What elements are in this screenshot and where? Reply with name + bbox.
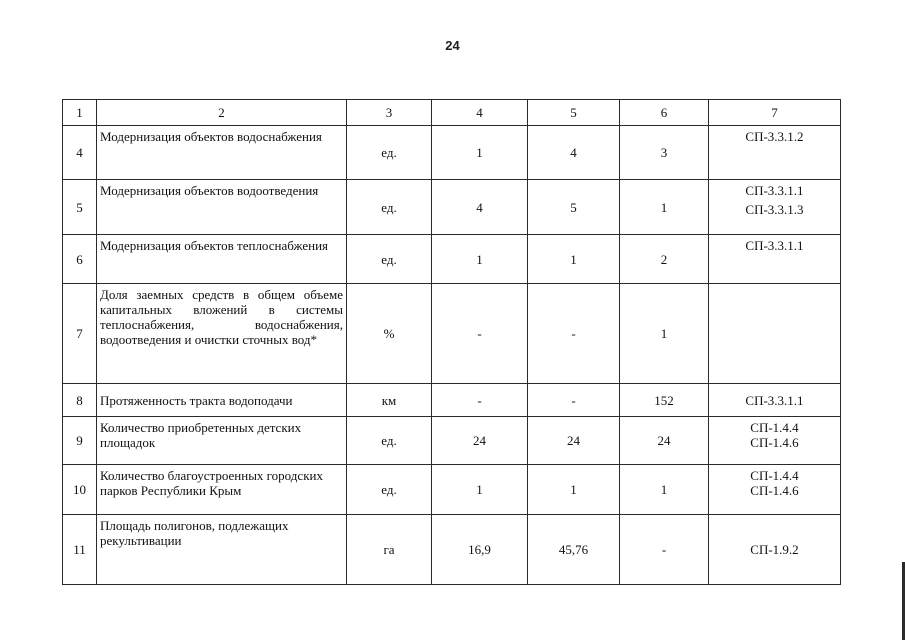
unit-cell: км	[347, 384, 432, 417]
unit-cell: ед.	[347, 465, 432, 515]
table-row	[63, 180, 841, 235]
value-cell: 1	[432, 235, 528, 284]
table-row	[63, 515, 841, 585]
value-cell: 24	[528, 417, 620, 465]
value-cell: 1	[432, 126, 528, 180]
code-label: СП-3.3.1.3	[745, 202, 804, 217]
value-cell: 16,9	[432, 515, 528, 585]
table-header-row	[63, 100, 841, 126]
code-cell	[709, 384, 841, 417]
indicator-name: Модернизация объектов теплоснабжения	[97, 235, 347, 284]
code-label: СП-3.3.1.1	[745, 183, 804, 198]
header-cell: 5	[528, 100, 620, 126]
code-cell	[709, 180, 841, 235]
value-cell: 1	[528, 465, 620, 515]
table-row	[63, 384, 841, 417]
header-cell: 2	[97, 100, 347, 126]
code-cell	[709, 515, 841, 585]
unit-cell: га	[347, 515, 432, 585]
value-cell: 3	[620, 126, 709, 180]
table-row	[63, 465, 841, 515]
code-cell	[709, 465, 841, 515]
unit-cell: ед.	[347, 417, 432, 465]
code-cell	[709, 235, 841, 284]
indicator-name: Доля заемных средств в общем объеме капитальных вложений в системы теплоснабжения, водоснабжения, водоотведения и очистки сточных вод*	[100, 287, 343, 347]
code-label: СП-1.9.2	[750, 542, 799, 557]
indicator-name: Количество благоустроенных городских парков Республики Крым	[97, 465, 347, 515]
value-cell: 4	[528, 126, 620, 180]
row-number: 11	[63, 515, 97, 585]
indicator-name: Модернизация объектов водоотведения	[97, 180, 347, 235]
code-label: СП-3.3.1.1	[745, 238, 804, 253]
table-row	[63, 126, 841, 180]
header-cell: 3	[347, 100, 432, 126]
header-cell: 1	[63, 100, 97, 126]
indicator-name: Модернизация объектов водоснабжения	[97, 126, 347, 180]
indicator-name: Протяженность тракта водоподачи	[97, 384, 347, 417]
value-cell: 1	[620, 284, 709, 384]
code-label: СП-1.4.4	[750, 468, 799, 483]
value-cell: 4	[432, 180, 528, 235]
header-cell: 6	[620, 100, 709, 126]
code-label: СП-1.4.6	[750, 483, 799, 498]
code-cell	[709, 126, 841, 180]
indicator-name: Площадь полигонов, подлежащих рекультивации	[97, 515, 347, 585]
table-row	[63, 235, 841, 284]
unit-cell: ед.	[347, 180, 432, 235]
row-number: 10	[63, 465, 97, 515]
value-cell: 1	[528, 235, 620, 284]
code-label: СП-1.4.6	[750, 435, 799, 450]
row-number: 7	[63, 284, 97, 384]
code-label: СП-3.3.1.1	[745, 392, 804, 408]
page-number: 24	[445, 38, 460, 53]
row-number: 9	[63, 417, 97, 465]
value-cell: 1	[432, 465, 528, 515]
value-cell: 1	[620, 180, 709, 235]
code-cell	[709, 284, 841, 384]
header-cell: 4	[432, 100, 528, 126]
table-row	[63, 284, 841, 384]
indicators-table	[62, 99, 841, 585]
value-cell: 24	[432, 417, 528, 465]
value-cell: -	[620, 515, 709, 585]
indicator-name-cell	[97, 284, 347, 384]
row-number: 5	[63, 180, 97, 235]
code-cell	[709, 417, 841, 465]
unit-cell: ед.	[347, 235, 432, 284]
value-cell: -	[528, 384, 620, 417]
code-label: СП-1.4.4	[750, 420, 799, 435]
row-number: 8	[63, 384, 97, 417]
value-cell: -	[432, 384, 528, 417]
indicator-name: Количество приобретенных детских площадок	[97, 417, 347, 465]
header-cell: 7	[709, 100, 841, 126]
value-cell: 2	[620, 235, 709, 284]
value-cell: 24	[620, 417, 709, 465]
row-number: 6	[63, 235, 97, 284]
code-label: СП-3.3.1.2	[745, 129, 804, 144]
value-cell: 1	[620, 465, 709, 515]
table-row	[63, 417, 841, 465]
value-cell: 152	[620, 384, 709, 417]
unit-cell: %	[347, 284, 432, 384]
value-cell: -	[528, 284, 620, 384]
row-number: 4	[63, 126, 97, 180]
value-cell: 45,76	[528, 515, 620, 585]
unit-cell: ед.	[347, 126, 432, 180]
value-cell: 5	[528, 180, 620, 235]
value-cell: -	[432, 284, 528, 384]
